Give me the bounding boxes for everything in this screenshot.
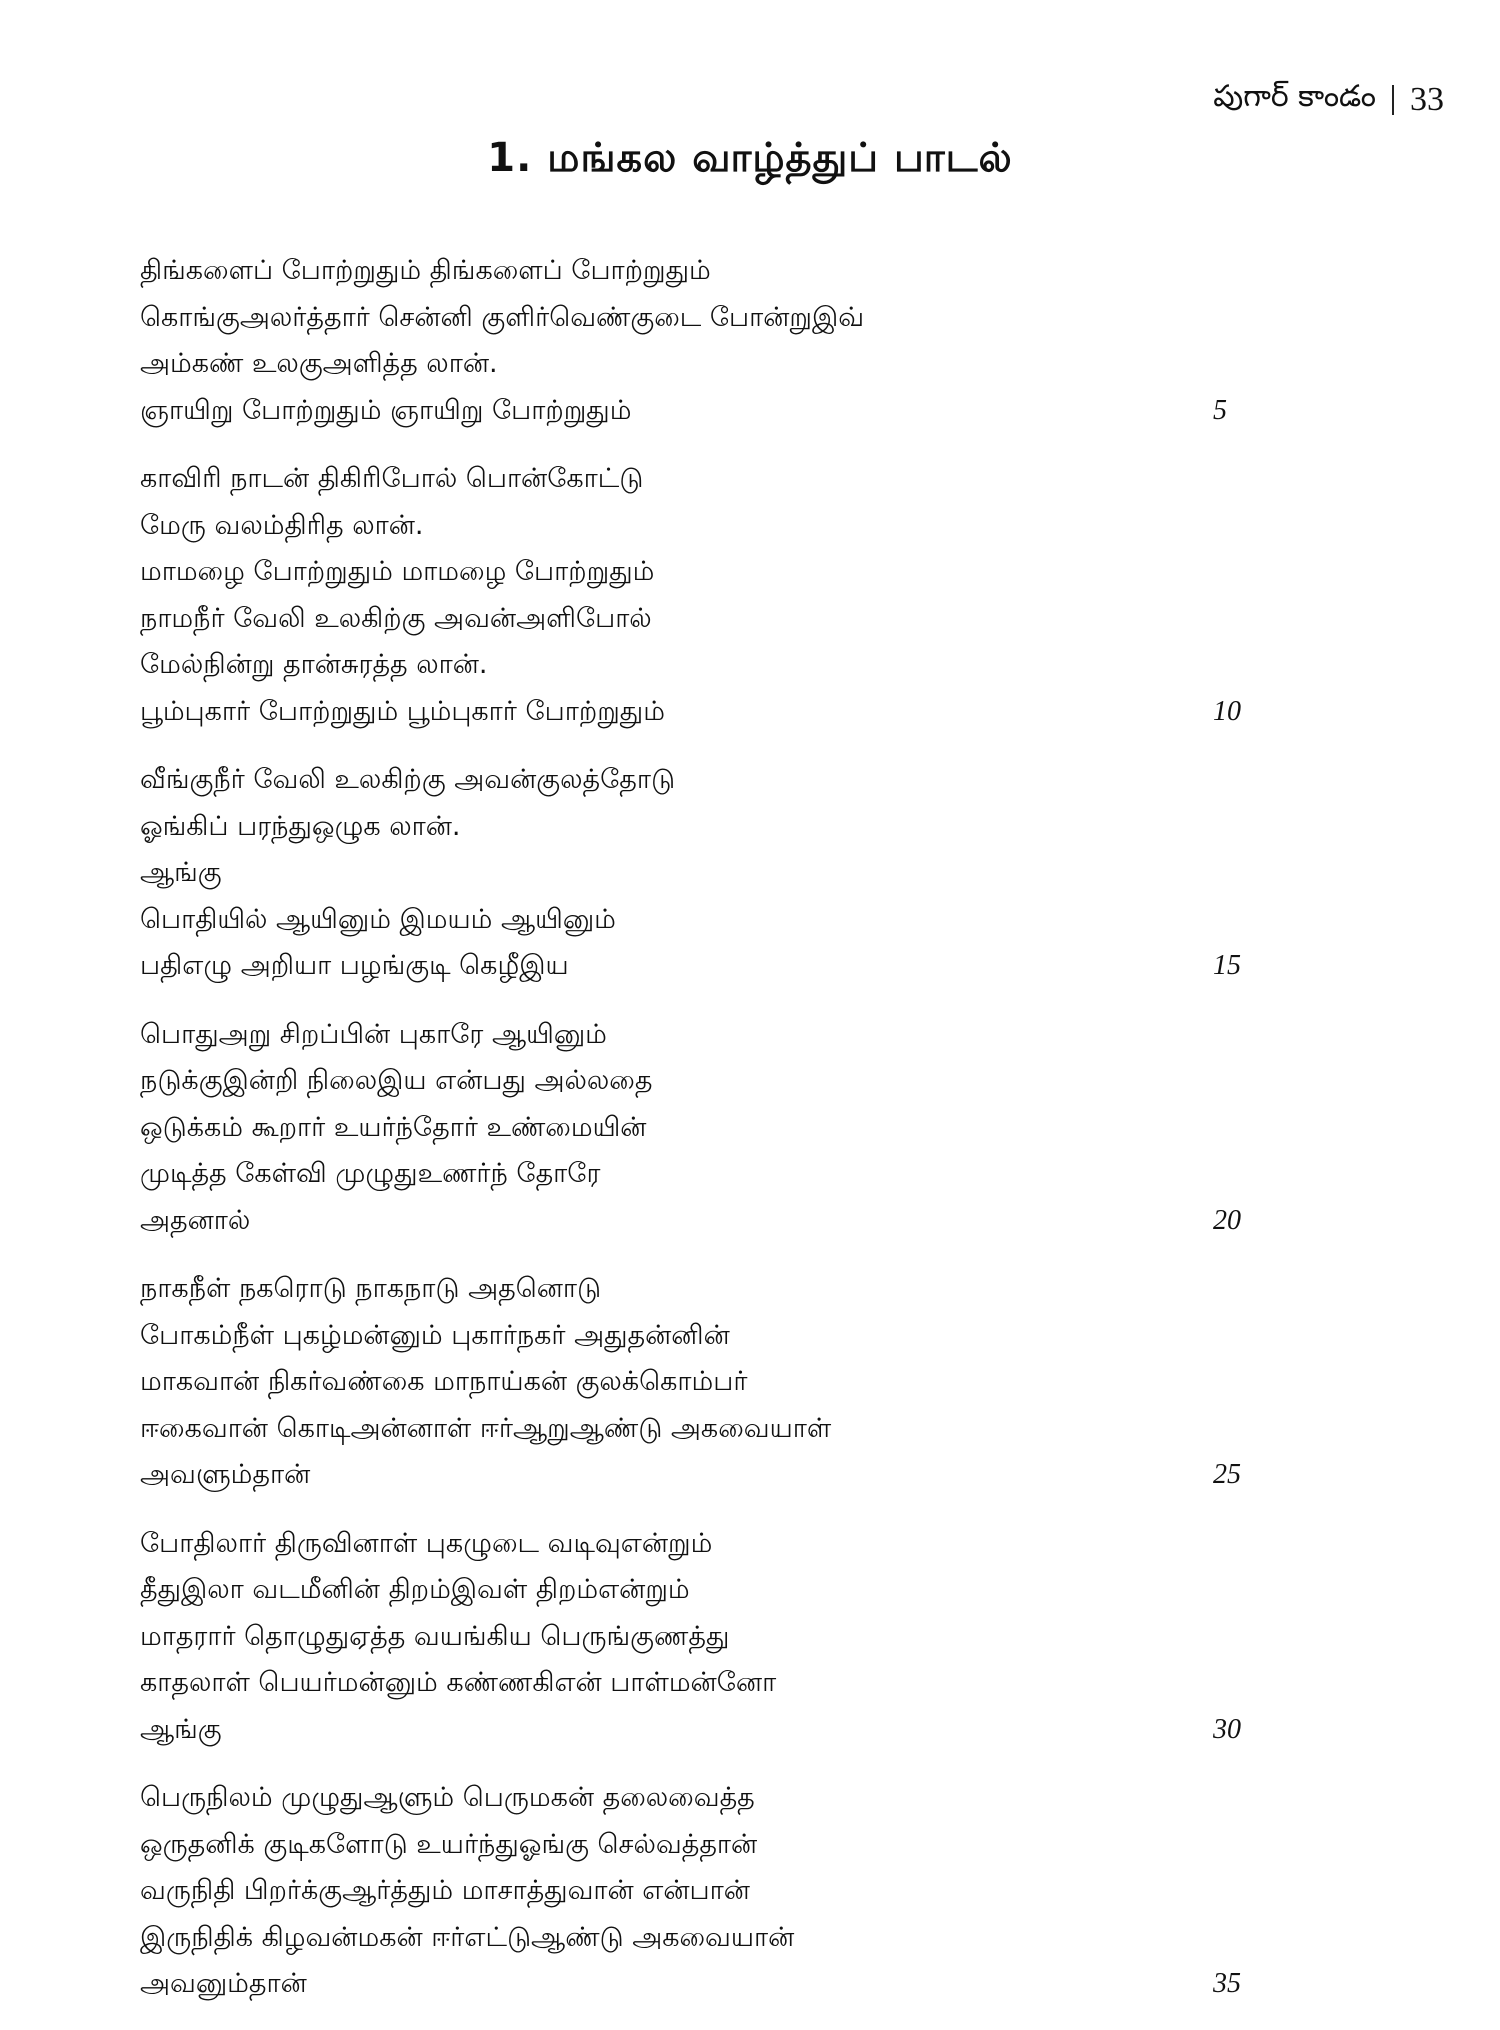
verse-text: அவளும்தான் — [140, 1459, 311, 1490]
verse-text: நடுக்குஇன்றி நிலைஇய என்பது அல்லதை — [140, 1065, 653, 1096]
verse-line — [140, 689, 1280, 736]
verse-line — [140, 1198, 1280, 1245]
verse-text: அதனால் — [140, 1204, 251, 1236]
verse-line — [140, 897, 1280, 944]
stanza — [140, 1775, 1280, 2008]
verse-line — [140, 1822, 1280, 1869]
poem-body — [140, 248, 1280, 2030]
verse-text: தீதுஇலா வடமீனின் திறம்இவள் திறம்என்றும் — [140, 1574, 690, 1605]
verse-line — [140, 456, 1280, 503]
line-number: 10 — [1213, 695, 1241, 727]
line-number: 30 — [1213, 1713, 1241, 1745]
verse-text: ஒருதனிக் குடிகளோடு உயர்ந்துஓங்கு செல்வத்தான் — [140, 1828, 758, 1860]
verse-text: கொங்குஅலர்த்தார் சென்னி குளிர்வெண்குடை போன்றுஇவ் — [140, 301, 865, 333]
stanza — [140, 757, 1280, 990]
verse-text: மாமழை போற்றுதும் மாமழை போற்றுதும் — [140, 556, 655, 587]
stanza — [140, 456, 1280, 735]
verse-text: ஓங்கிப் பரந்துஒழுக லான். — [140, 810, 461, 842]
verse-line — [140, 295, 1280, 342]
stanza — [140, 1012, 1280, 1245]
verse-line — [140, 1012, 1280, 1059]
running-header — [1213, 76, 1444, 124]
verse-line — [140, 248, 1280, 295]
verse-line — [140, 1915, 1280, 1962]
verse-text: பெருநிலம் முழுதுஆளும் பெருமகன் தலைவைத்த — [140, 1782, 755, 1813]
verse-line — [140, 1961, 1280, 2008]
verse-line — [140, 503, 1280, 550]
verse-line — [140, 1266, 1280, 1313]
verse-text: அம்கண் உலகுஅளித்த லான். — [140, 348, 498, 379]
verse-text: நாமநீர் வேலி உலகிற்கு அவன்அளிபோல் — [140, 602, 652, 634]
verse-line — [140, 549, 1280, 596]
verse-text: வீங்குநீர் வேலி உலகிற்கு அவன்குலத்தோடு — [140, 764, 676, 795]
verse-line — [140, 1660, 1280, 1707]
page-number: 33 — [1410, 81, 1444, 118]
verse-line — [140, 596, 1280, 643]
verse-line — [140, 1521, 1280, 1568]
verse-line — [140, 1406, 1280, 1453]
verse-line — [140, 1775, 1280, 1822]
verse-line — [140, 1151, 1280, 1198]
stanza — [140, 1266, 1280, 1499]
line-number: 5 — [1213, 394, 1227, 426]
verse-text: நாகநீள் நகரொடு நாகநாடு அதனொடு — [140, 1273, 602, 1304]
verse-text: மேரு வலம்திரித லான். — [140, 509, 424, 541]
verse-text: மாகவான் நிகர்வண்கை மாநாய்கன் குலக்கொம்பர் — [140, 1366, 748, 1397]
verse-line — [140, 757, 1280, 804]
running-title: పుగార్ కాండం — [1213, 79, 1376, 114]
verse-text: காதலாள் பெயர்மன்னும் கண்ணகிஎன் பாள்மன்னோ — [140, 1667, 777, 1698]
verse-text: ஈகைவான் கொடிஅன்னாள் ஈர்ஆறுஆண்டு அகவையாள் — [140, 1412, 832, 1444]
verse-line — [140, 943, 1280, 990]
verse-line — [140, 341, 1280, 388]
verse-text: மாதரார் தொழுதுஏத்த வயங்கிய பெருங்குணத்து — [140, 1620, 730, 1652]
verse-text: மேல்நின்று தான்சுரத்த லான். — [140, 649, 488, 680]
verse-line — [140, 804, 1280, 851]
line-number: 35 — [1213, 1968, 1241, 1999]
verse-line — [140, 1452, 1280, 1499]
verse-line — [140, 1313, 1280, 1360]
verse-text: போதிலார் திருவினாள் புகழுடை வடிவுஎன்றும் — [140, 1527, 713, 1559]
verse-line — [140, 1707, 1280, 1754]
verse-text: பதிஎழு அறியா பழங்குடி கெழீஇய — [140, 950, 569, 981]
verse-line — [140, 1868, 1280, 1915]
line-number: 15 — [1213, 950, 1241, 981]
stanza — [140, 248, 1280, 434]
verse-text: காவிரி நாடன் திகிரிபோல் பொன்கோட்டு — [140, 463, 644, 494]
verse-text: ஆங்கு — [140, 857, 222, 888]
verse-text: ஞாயிறு போற்றுதும் ஞாயிறு போற்றுதும் — [140, 394, 632, 426]
verse-text: பொதியில் ஆயினும் இமயம் ஆயினும் — [140, 903, 616, 935]
verse-line — [140, 1359, 1280, 1406]
verse-text: பொதுஅறு சிறப்பின் புகாரே ஆயினும் — [140, 1018, 607, 1050]
stanza — [140, 1521, 1280, 1754]
verse-text: ஆங்கு — [140, 1713, 222, 1745]
header-divider — [1392, 85, 1394, 115]
verse-line — [140, 850, 1280, 897]
line-number: 20 — [1213, 1204, 1241, 1236]
verse-text: அவனும்தான் — [140, 1968, 307, 1999]
verse-text: போகம்நீள் புகழ்மன்னும் புகார்நகர் அதுதன்னின் — [140, 1319, 730, 1351]
verse-text: ஒடுக்கம் கூறார் உயர்ந்தோர் உண்மையின் — [140, 1111, 647, 1143]
verse-line — [140, 1567, 1280, 1614]
verse-text: வருநிதி பிறர்க்குஆர்த்தும் மாசாத்துவான் என்பான் — [140, 1875, 750, 1906]
poem-title: 1. மங்கல வாழ்த்துப் பாடல் — [487, 135, 1013, 181]
verse-line — [140, 642, 1280, 689]
verse-line — [140, 388, 1280, 435]
verse-text: முடித்த கேள்வி முழுதுஉணர்ந் தோரே — [140, 1158, 601, 1189]
line-number: 25 — [1213, 1459, 1241, 1490]
verse-line — [140, 1614, 1280, 1661]
verse-text: திங்களைப் போற்றுதும் திங்களைப் போற்றுதும் — [140, 255, 711, 286]
verse-text: பூம்புகார் போற்றுதும் பூம்புகார் போற்றுதும் — [140, 695, 665, 727]
verse-line — [140, 1058, 1280, 1105]
verse-text: இருநிதிக் கிழவன்மகன் ஈர்எட்டுஆண்டு அகவையான் — [140, 1921, 795, 1953]
verse-line — [140, 1105, 1280, 1152]
